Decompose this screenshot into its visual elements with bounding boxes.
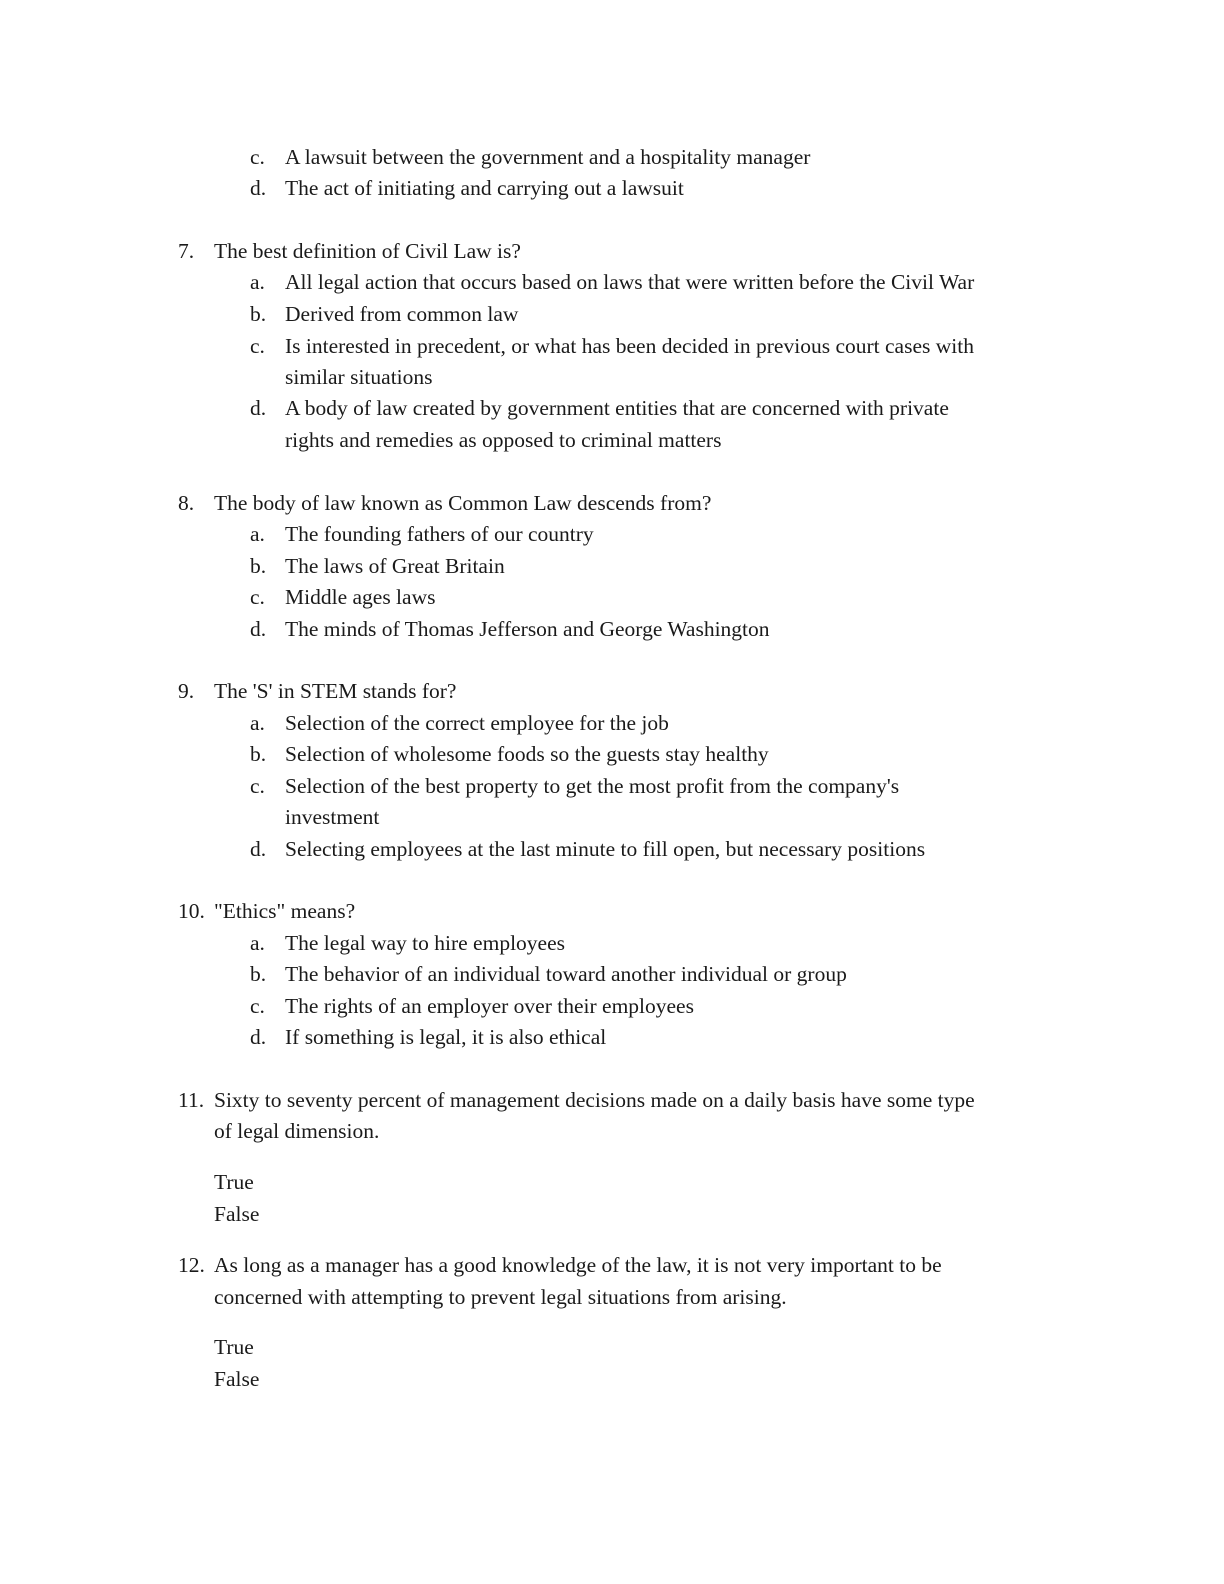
question-text: concerned with attempting to prevent legal situations from arising. [214,1285,787,1309]
question-text: The 'S' in STEM stands for? [214,679,457,703]
option-text: Is interested in precedent, or what has been decided in previous court cases with [285,334,974,358]
option-text: Selecting employees at the last minute to fill open, but necessary positions [285,837,926,861]
question-number: 9. [178,679,195,703]
question-number: 8. [178,491,195,515]
option-letter: d. [250,176,267,200]
true-option: True [214,1170,254,1194]
question-text: of legal dimension. [214,1119,380,1143]
option-letter: b. [250,962,267,986]
question-text: Sixty to seventy percent of management decisions made on a daily basis have some type [214,1088,975,1112]
option-text: rights and remedies as opposed to criminal matters [285,428,722,452]
option-letter: a. [250,711,265,735]
option-text: Middle ages laws [285,585,436,609]
option-letter: a. [250,270,265,294]
option-text: A body of law created by government entities that are concerned with private [285,396,949,420]
true-option: True [214,1335,254,1359]
question-number: 12. [178,1253,205,1277]
false-option: False [214,1367,260,1391]
option-letter: a. [250,522,265,546]
option-text: Selection of the correct employee for the job [285,711,669,735]
option-text: Derived from common law [285,302,519,326]
option-letter: c. [250,994,265,1018]
option-text: The rights of an employer over their employees [285,994,694,1018]
option-text: Selection of the best property to get the most profit from the company's [285,774,900,798]
question-text: "Ethics" means? [214,899,356,923]
option-text: If something is legal, it is also ethical [285,1025,607,1049]
option-letter: a. [250,931,265,955]
question-text: The body of law known as Common Law descends from? [214,491,712,515]
false-option: False [214,1202,260,1226]
option-letter: c. [250,585,265,609]
option-letter: b. [250,302,267,326]
option-letter: c. [250,334,265,358]
option-text: similar situations [285,365,433,389]
question-number: 7. [178,239,195,263]
option-text: investment [285,805,380,829]
option-text: The legal way to hire employees [285,931,565,955]
question-text: As long as a manager has a good knowledge of the law, it is not very important to be [214,1253,942,1277]
question-number: 10. [178,899,205,923]
question-text: The best definition of Civil Law is? [214,239,521,263]
option-letter: d. [250,617,267,641]
option-letter: d. [250,1025,267,1049]
question-number: 11. [178,1088,205,1112]
option-text: All legal action that occurs based on laws that were written before the Civil War [285,270,975,294]
option-text: The act of initiating and carrying out a lawsuit [285,176,684,200]
option-text: Selection of wholesome foods so the guests stay healthy [285,742,769,766]
option-letter: b. [250,554,267,578]
option-text: The minds of Thomas Jefferson and George Washington [285,617,770,641]
option-text: The laws of Great Britain [285,554,505,578]
option-text: The founding fathers of our country [285,522,594,546]
option-letter: d. [250,837,267,861]
option-letter: d. [250,396,267,420]
option-letter: b. [250,742,267,766]
option-letter: c. [250,774,265,798]
option-letter: c. [250,145,265,169]
option-text: The behavior of an individual toward another individual or group [285,962,847,986]
option-text: A lawsuit between the government and a hospitality manager [285,145,811,169]
